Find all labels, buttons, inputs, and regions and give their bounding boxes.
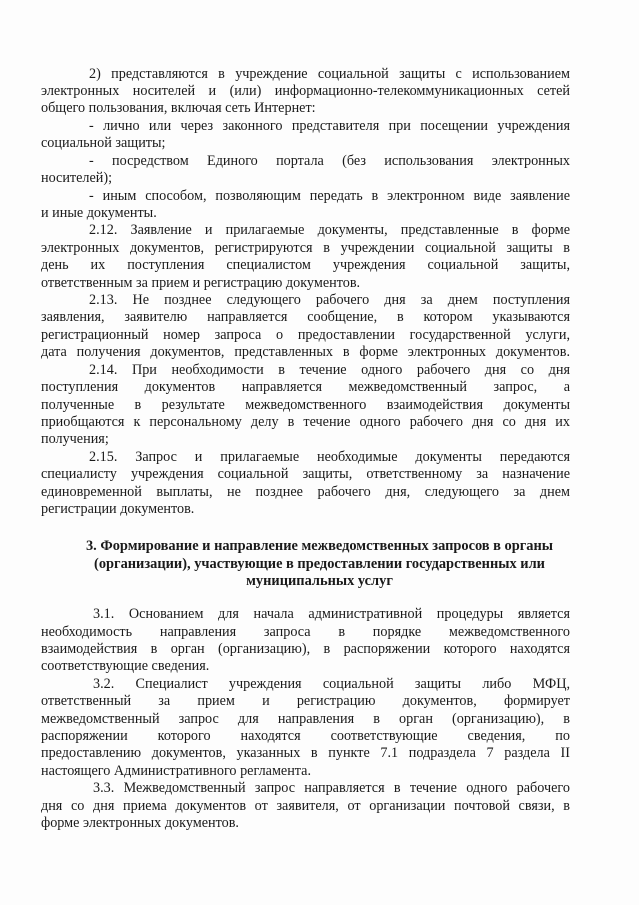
text-line: - посредством Единого портала (без использования электронных (89, 153, 570, 169)
text-line: электронных носителей и (или) информационно-телекоммуникационных сетей (41, 83, 570, 99)
text-line: приобщаются к персональному делу в течение одного рабочего дня со дня их (41, 414, 570, 430)
text-line: межведомственный запрос для направления в орган (организацию), в (41, 711, 570, 727)
text-line: носителей); (41, 170, 113, 186)
text-line: 3.2. Специалист учреждения социальной защиты либо МФЦ, (93, 676, 570, 692)
text-line: необходимость направления запроса в порядке межведомственного (41, 624, 570, 640)
text-line: ответственный за прием и регистрацию документов, формирует (41, 693, 570, 709)
text-line: 2) представляются в учреждение социальной защиты с использованием (89, 66, 570, 82)
text-line: - лично или через законного представителя при посещении учреждения (89, 118, 570, 134)
text-line: день их поступления специалистом учреждения социальной защиты, (41, 257, 570, 273)
text-line: специалисту учреждения социальной защиты, ответственному за назначение (41, 466, 570, 482)
text-line: настоящего Административного регламента. (41, 763, 312, 779)
section-heading: 3. Формирование и направление межведомственных запросов в органы (85, 538, 553, 554)
text-line: 2.15. Запрос и прилагаемые необходимые документы передаются (89, 449, 570, 465)
text-line: поступления документов направляется межведомственный запрос, а (41, 379, 570, 395)
text-line: взаимодействия в орган (организацию), в распоряжении которого находятся (41, 641, 570, 657)
text-line: предоставлению документов, указанных в пункте 7.1 подраздела 7 раздела II (41, 745, 570, 761)
text-line: регистрации документов. (41, 501, 195, 517)
section-heading: муниципальных услуг (246, 573, 393, 589)
text-line: 2.14. При необходимости в течение одного рабочего дня со дня (89, 362, 570, 378)
text-line: и иные документы. (41, 205, 157, 221)
text-line: 2.12. Заявление и прилагаемые документы, представленные в форме (89, 222, 570, 238)
text-line: - иным способом, позволяющим передать в электронном виде заявление (89, 188, 570, 204)
text-line: соответствующие сведения. (41, 658, 210, 674)
text-line: ответственным за прием и регистрацию документов. (41, 275, 361, 291)
text-line: заявления, заявителю направляется сообщение, в котором указываются (41, 309, 570, 325)
text-line: единовременной выплаты, не позднее рабочего дня, следующего за днем (41, 484, 570, 500)
text-line: распоряжении которого находятся соответствующие сведения, по (41, 728, 570, 744)
text-line: получения; (41, 431, 109, 447)
text-line: полученные в результате межведомственного взаимодействия документы (41, 397, 570, 413)
text-line: регистрационный номер запроса о предоставлении государственной услуги, (41, 327, 570, 343)
text-line: 2.13. Не позднее следующего рабочего дня за днем поступления (89, 292, 570, 308)
text-line: форме электронных документов. (41, 815, 239, 831)
text-line: дня со дня приема документов от заявителя, от организации почтовой связи, в (41, 798, 570, 814)
text-line: 3.1. Основанием для начала административной процедуры является (93, 606, 570, 622)
text-line: дата получения документов, представленных в форме электронных документов. (41, 344, 570, 360)
text-line: 3.3. Межведомственный запрос направляется в течение одного рабочего (93, 780, 570, 796)
section-heading: (организации), участвующие в предоставлении государственных или (94, 556, 545, 572)
text-line: электронных документов, регистрируются в учреждении социальной защиты в (41, 240, 570, 256)
text-line: общего пользования, включая сеть Интернет: (41, 100, 316, 116)
text-line: социальной защиты; (41, 135, 166, 151)
